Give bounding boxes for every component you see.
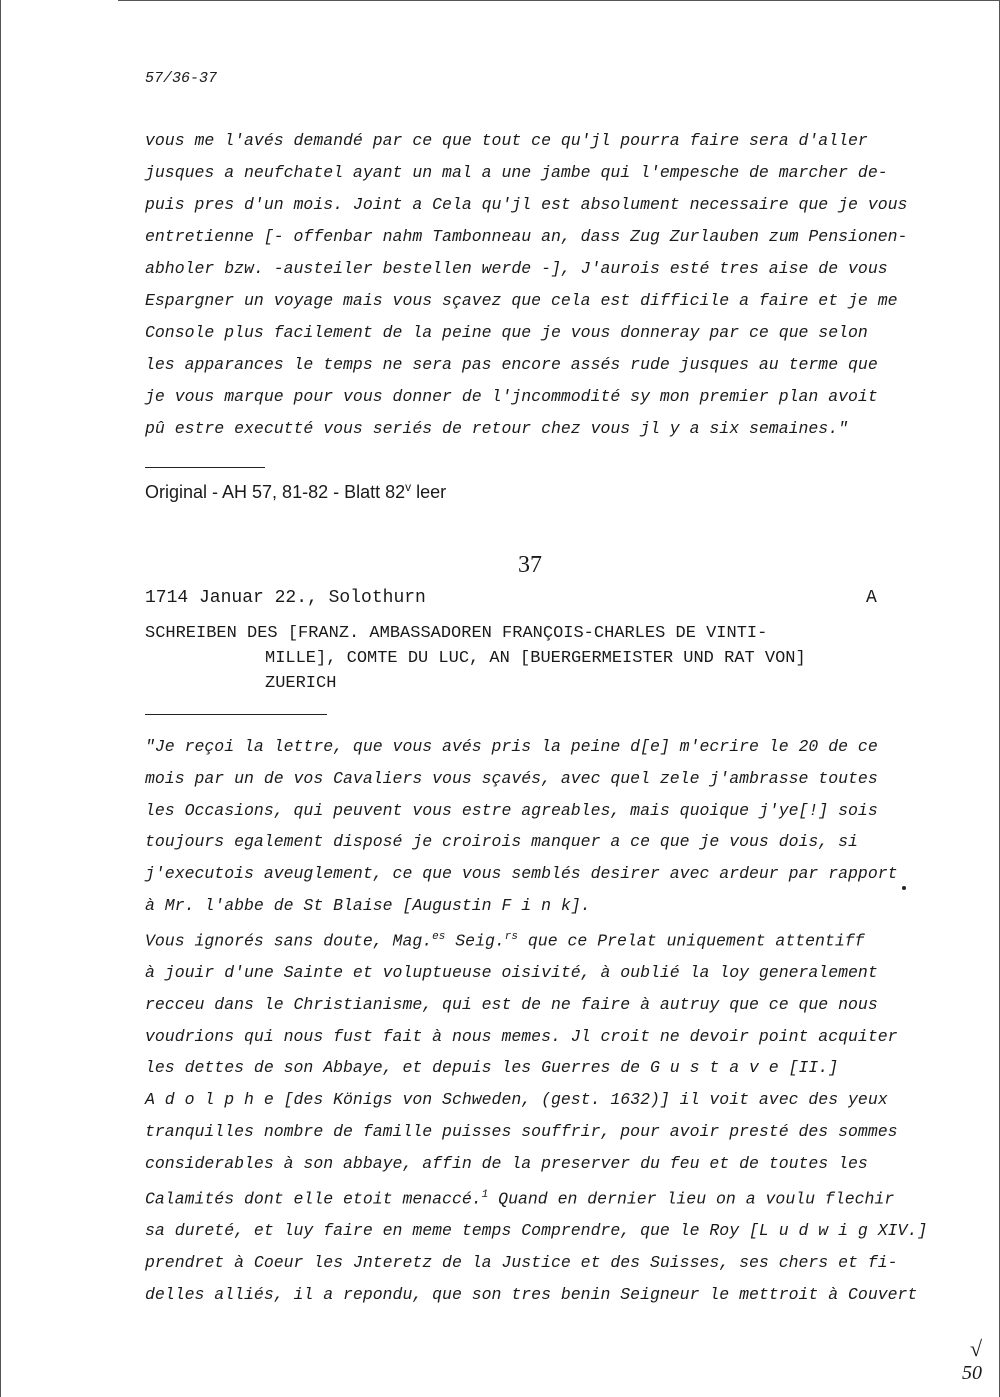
- text-line: Espargner un voyage mais vous sçavez que cela est difficile a faire et je me: [145, 291, 898, 310]
- handwritten-page-number: 50: [962, 1362, 982, 1384]
- original-source-note: [145, 480, 446, 503]
- superscript: rs: [504, 930, 518, 943]
- text-line: "Je reçoi la lettre, que vous avés pris la peine d[e] m'ecrire le 20 de ce: [145, 737, 878, 756]
- superscript: es: [432, 930, 446, 943]
- text-segment: Seig.: [445, 931, 505, 951]
- footnote-marker: 1: [481, 1188, 489, 1201]
- text-line: Console plus facilement de la peine que je vous donneray par ce que selon: [145, 323, 868, 342]
- continued-letter-text: [145, 125, 935, 445]
- text-line: j'executois aveuglement, ce que vous semblés desirer avec ardeur par rapport: [145, 864, 898, 884]
- document-heading: [145, 621, 806, 696]
- text-line: à Mr. l'abbe de St Blaise [Augustin F i n k].: [145, 895, 591, 915]
- scan-border-top: [118, 0, 1000, 1]
- source-suffix: leer: [411, 482, 447, 502]
- heading-line: MILLE], COMTE DU LUC, AN [BUERGERMEISTER UND RAT VON]: [265, 649, 806, 668]
- text-segment: que ce Prelat uniquement attentiff: [517, 931, 865, 951]
- heading-line: ZUERICH: [265, 674, 337, 693]
- heading-line: SCHREIBEN DES [FRANZ. AMBASSADOREN FRANÇOIS-CHARLES DE VINTI-: [145, 624, 768, 643]
- text-line: toujours egalement disposé je croirois manquer a ce que je vous dois, si: [145, 832, 858, 852]
- text-line: recceu dans le Christianisme, qui est de ne faire à autruy que ce que nous: [145, 994, 878, 1014]
- text-line: [145, 1180, 935, 1215]
- text-line: considerables à son abbaye, affin de la preserver du feu et de toutes les: [145, 1153, 868, 1173]
- page-id: 57/36-37: [145, 70, 218, 87]
- text-line: sa dureté, et luy faire en meme temps Comprendre, que le Roy [L u d w i g XIV.]: [145, 1220, 928, 1240]
- divider-rule: [145, 467, 265, 468]
- scan-border-left: [0, 0, 1, 1397]
- text-line: delles alliés, il a repondu, que son tres benin Seigneur le mettroit à Couvert: [145, 1284, 918, 1304]
- document-date-place: 1714 Januar 22., Solothurn: [145, 588, 426, 608]
- text-line: A d o l p h e [des Königs von Schweden, (gest. 1632)] il voit avec des yeux: [145, 1090, 888, 1110]
- source-text: Original - AH 57, 81-82 - Blatt 82: [145, 482, 406, 502]
- text-line: [145, 922, 935, 957]
- text-line: jusques a neufchatel ayant un mal a une jambe qui l'empesche de marcher de-: [145, 163, 888, 182]
- text-line: pû estre executté vous seriés de retour chez vous jl y a six semaines.": [145, 419, 849, 438]
- text-line: abholer bzw. -austeiler bestellen werde -], J'aurois esté tres aise de vous: [145, 259, 888, 278]
- ink-dot: [902, 886, 906, 890]
- text-line: je vous marque pour vous donner de l'jncommodité sy mon premier plan avoit: [145, 387, 878, 406]
- text-line: entretienne [- offenbar nahm Tambonneau an, dass Zug Zurlauben zum Pensionen-: [145, 227, 908, 246]
- document-category: A: [866, 588, 877, 608]
- text-line: à jouir d'une Sainte et voluptueuse oisivité, à oublié la loy generalement: [145, 963, 878, 983]
- text-segment: Calamités dont elle etoit menaccé.: [145, 1189, 482, 1209]
- text-line: tranquilles nombre de famille puisses souffrir, pour avoir presté des sommes: [145, 1122, 898, 1142]
- letter-body-text: [145, 731, 935, 1310]
- text-line: voudrions qui nous fust fait à nous memes. Jl croit ne devoir point acquiter: [145, 1026, 898, 1046]
- divider-rule: [145, 714, 327, 715]
- handwritten-check-mark: √: [970, 1336, 983, 1361]
- text-segment: Vous ignorés sans doute, Mag.: [145, 931, 433, 951]
- source-sup: v: [405, 480, 412, 494]
- text-line: puis pres d'un mois. Joint a Cela qu'jl est absolument necessaire que je vous: [145, 195, 908, 214]
- text-line: mois par un de vos Cavaliers vous sçavés, avec quel zele j'ambrasse toutes: [145, 768, 878, 788]
- text-segment: Quand en dernier lieu on a voulu flechir: [488, 1189, 895, 1209]
- text-line: vous me l'avés demandé par ce que tout ce qu'jl pourra faire sera d'aller: [145, 131, 868, 150]
- text-line: les dettes de son Abbaye, et depuis les Guerres de G u s t a v e [II.]: [145, 1058, 839, 1078]
- text-line: les Occasions, qui peuvent vous estre agreables, mais quoique j'ye[!] sois: [145, 800, 878, 820]
- text-line: les apparances le temps ne sera pas encore assés rude jusques au terme que: [145, 355, 878, 374]
- text-line: prendret à Coeur les Jnteretz de la Justice et des Suisses, ses chers et fi-: [145, 1252, 898, 1272]
- document-number: 37: [518, 552, 542, 578]
